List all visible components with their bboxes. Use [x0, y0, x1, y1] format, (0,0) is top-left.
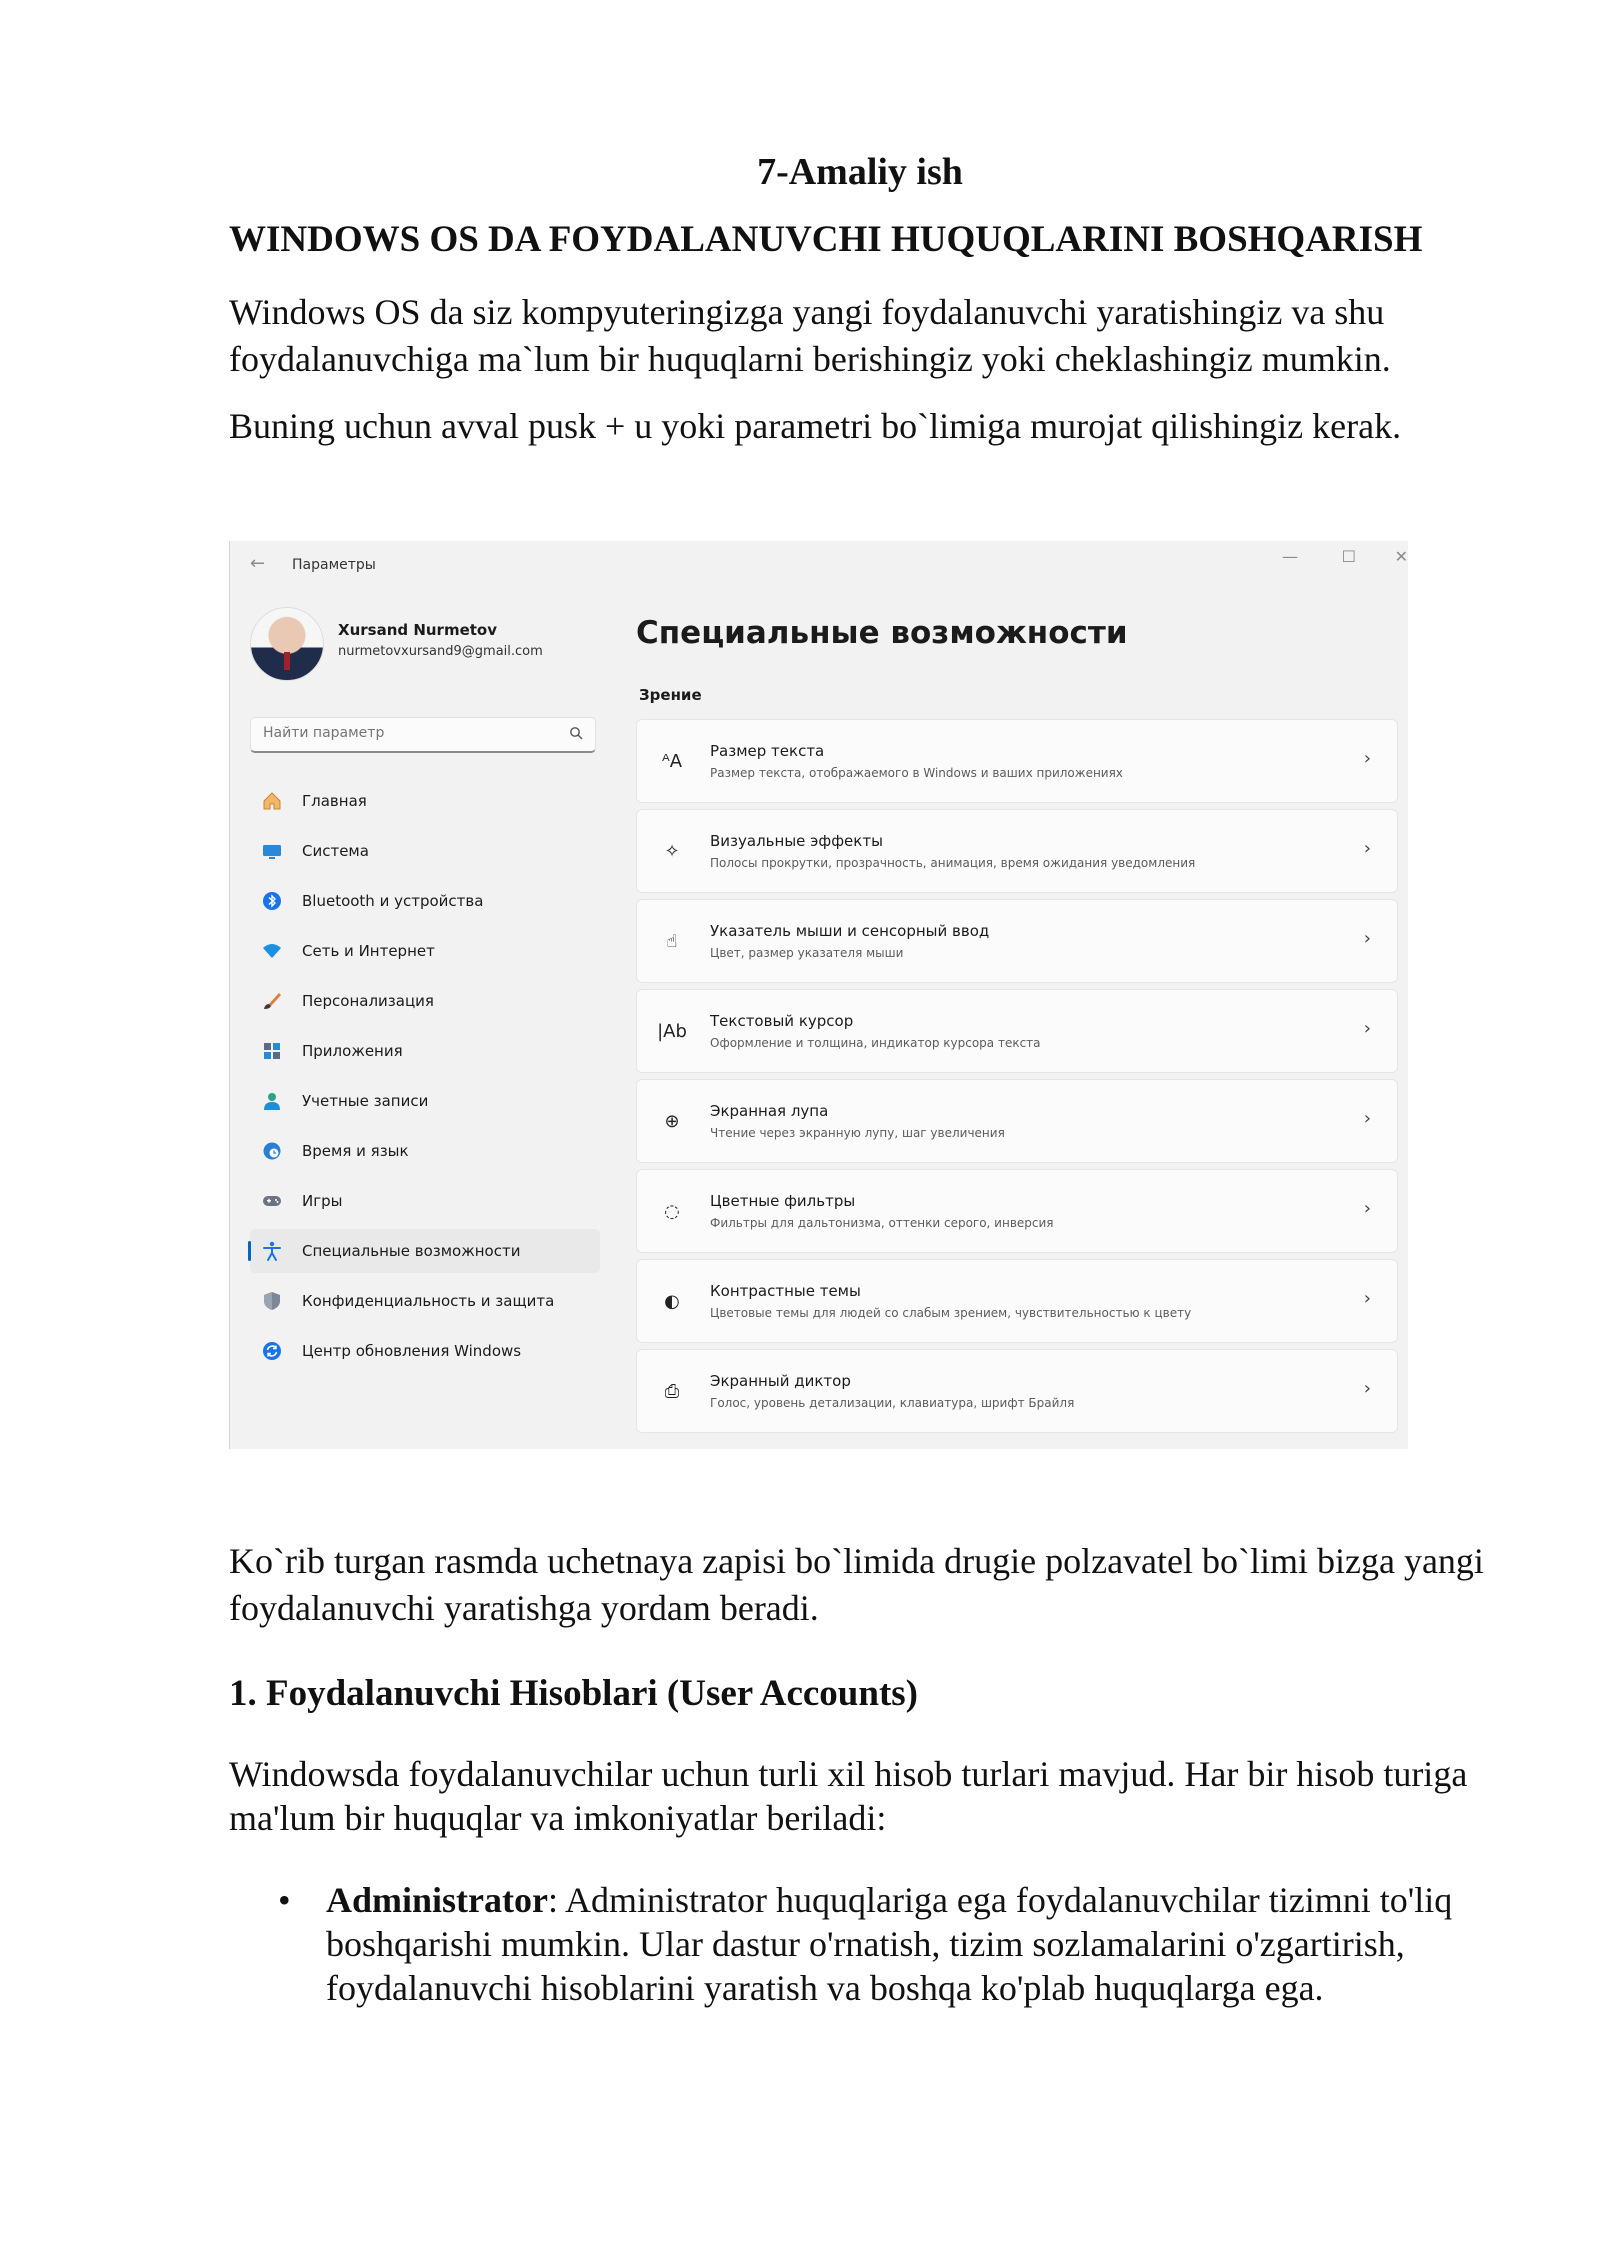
sidebar-item-12[interactable]: [250, 1329, 600, 1373]
settings-screenshot: [229, 541, 1408, 1449]
card-description: Чтение через экранную лупу, шаг увеличения: [710, 1126, 1005, 1140]
magnifier-icon: ⊕: [664, 1110, 680, 1132]
apps-icon: [260, 1039, 284, 1063]
card-description: Размер текста, отображаемого в Windows и ваших приложениях: [710, 766, 1123, 780]
chevron-right-icon: ›: [1363, 838, 1371, 859]
sidebar-item-label: Игры: [302, 1192, 343, 1210]
sidebar-item-label: Bluetooth и устройства: [302, 892, 484, 910]
search-input[interactable]: [263, 725, 553, 741]
search-icon[interactable]: [569, 726, 583, 740]
sidebar-item-8[interactable]: [250, 1129, 600, 1173]
settings-card-1[interactable]: [636, 719, 1398, 803]
settings-card-2[interactable]: [636, 809, 1398, 893]
globe-clock-icon: [260, 1139, 284, 1163]
text-size-icon: ᴬA: [661, 750, 683, 772]
sidebar-item-label: Центр обновления Windows: [302, 1342, 522, 1360]
search-box[interactable]: [250, 717, 596, 753]
card-title: Визуальные эффекты: [710, 832, 883, 850]
title-bar: [230, 541, 1408, 585]
shield-icon: [260, 1289, 284, 1313]
sidebar-item-11[interactable]: [250, 1279, 600, 1323]
sidebar-item-label: Время и язык: [302, 1142, 409, 1160]
sidebar-item-label: Система: [302, 842, 369, 860]
close-icon[interactable]: ✕: [1394, 547, 1408, 566]
section-label-vision: Зрение: [639, 686, 702, 704]
card-title: Цветные фильтры: [710, 1192, 856, 1210]
card-description: Оформление и толщина, индикатор курсора текста: [710, 1036, 1041, 1050]
card-description: Полосы прокрутки, прозрачность, анимация, время ожидания уведомления: [710, 856, 1196, 870]
home-icon: [260, 789, 284, 813]
maximize-icon[interactable]: ☐: [1341, 547, 1356, 566]
section-heading-user-accounts: 1. Foydalanuvchi Hisoblari (User Accounts): [229, 1673, 918, 1714]
sidebar-item-7[interactable]: [250, 1079, 600, 1123]
back-arrow-icon[interactable]: ←: [250, 553, 266, 574]
palette-icon: ◌: [664, 1200, 680, 1222]
bullet-marker: •: [278, 1880, 291, 1920]
chevron-right-icon: ›: [1363, 1288, 1371, 1309]
display-icon: [260, 839, 284, 863]
sidebar-item-label: Специальные возможности: [302, 1242, 521, 1260]
sparkle-icon: ✧: [664, 840, 680, 862]
sidebar-item-1[interactable]: [250, 779, 600, 823]
chevron-right-icon: ›: [1363, 1378, 1371, 1399]
sidebar-item-label: Персонализация: [302, 992, 434, 1010]
profile-email: nurmetovxursand9@gmail.com: [338, 644, 543, 659]
settings-card-4[interactable]: [636, 989, 1398, 1073]
sidebar-item-label: Главная: [302, 792, 367, 810]
sidebar-item-9[interactable]: [250, 1179, 600, 1223]
card-title: Экранный диктор: [710, 1372, 851, 1390]
page-title: Специальные возможности: [636, 615, 1128, 651]
bullet-term: Administrator: [326, 1880, 548, 1920]
sidebar-item-label: Сеть и Интернет: [302, 942, 435, 960]
sidebar-item-6[interactable]: [250, 1029, 600, 1073]
chevron-right-icon: ›: [1363, 1198, 1371, 1219]
sidebar-item-4[interactable]: [250, 929, 600, 973]
card-description: Фильтры для дальтонизма, оттенки серого, инверсия: [710, 1216, 1054, 1230]
sidebar-item-label: Учетные записи: [302, 1092, 429, 1110]
sidebar-item-3[interactable]: [250, 879, 600, 923]
sidebar-item-10[interactable]: [250, 1229, 600, 1273]
text-cursor-icon: |Ab: [657, 1020, 687, 1042]
intro-paragraph: Windows OS da siz kompyuteringizga yangi foydalanuvchi yaratishingiz va shu foydalanuvchiga ma`lum bir huquqlarni berishingiz yoki cheklashingiz mumkin.: [229, 292, 1391, 379]
settings-card-6[interactable]: [636, 1169, 1398, 1253]
sidebar-item-5[interactable]: [250, 979, 600, 1023]
card-title: Контрастные темы: [710, 1282, 861, 1300]
bluetooth-icon: [260, 889, 284, 913]
card-title: Экранная лупа: [710, 1102, 829, 1120]
narrator-icon: ⎙: [664, 1380, 680, 1402]
update-icon: [260, 1339, 284, 1363]
card-description: Цвет, размер указателя мыши: [710, 946, 904, 960]
gamepad-icon: [260, 1189, 284, 1213]
chevron-right-icon: ›: [1363, 1018, 1371, 1039]
chevron-right-icon: ›: [1363, 748, 1371, 769]
profile-name: Xursand Nurmetov: [338, 621, 498, 639]
chevron-right-icon: ›: [1363, 928, 1371, 949]
sidebar-item-label: Конфиденциальность и защита: [302, 1292, 555, 1310]
document-title: 7-Amaliy ish: [757, 151, 963, 193]
mouse-pointer-icon: ☝: [666, 930, 678, 952]
explanation-paragraph: Ko`rib turgan rasmda uchetnaya zapisi bo`limida drugie polzavatel bo`limi bizga yangi foydalanuvchi yaratishga yordam beradi.: [229, 1541, 1484, 1628]
avatar: [250, 607, 324, 681]
settings-card-7[interactable]: [636, 1259, 1398, 1343]
app-title: Параметры: [292, 557, 376, 573]
bullet-text: : Administrator huquqlariga ega foydalanuvchilar tizimni to'liq boshqarishi mumkin. Ular dastur o'rnatish, tizim sozlamalarini o'zgartirish, foydalanuvchi hisoblarini yaratish va boshqa ko'plab huquqlarga ega.: [326, 1880, 1453, 2008]
brush-icon: [260, 989, 284, 1013]
card-description: Голос, уровень детализации, клавиатура, шрифт Брайля: [710, 1396, 1075, 1410]
card-description: Цветовые темы для людей со слабым зрением, чувствительностью к цвету: [710, 1306, 1192, 1320]
sidebar-nav: [250, 779, 600, 1379]
card-title: Размер текста: [710, 742, 825, 760]
chevron-right-icon: ›: [1363, 1108, 1371, 1129]
card-title: Указатель мыши и сенсорный ввод: [710, 922, 990, 940]
account-types-list: [272, 1878, 1512, 2010]
person-icon: [260, 1089, 284, 1113]
sidebar-item-2[interactable]: [250, 829, 600, 873]
card-title: Текстовый курсор: [710, 1012, 854, 1030]
settings-card-5[interactable]: [636, 1079, 1398, 1163]
document-heading: WINDOWS OS DA FOYDALANUVCHI HUQUQLARINI BOSHQARISH: [229, 219, 1423, 260]
settings-card-8[interactable]: [636, 1349, 1398, 1433]
contrast-icon: ◐: [664, 1290, 680, 1312]
instruction-paragraph: Buning uchun avval pusk + u yoki parametri bo`limiga murojat qilishingiz kerak.: [229, 406, 1402, 446]
settings-cards: [636, 719, 1398, 1439]
accessibility-icon: [260, 1239, 284, 1263]
minimize-icon[interactable]: —: [1282, 547, 1298, 566]
wifi-icon: [260, 939, 284, 963]
sidebar-item-label: Приложения: [302, 1042, 403, 1060]
list-item: [272, 1878, 1512, 2010]
settings-card-3[interactable]: [636, 899, 1398, 983]
user-profile[interactable]: [250, 607, 580, 681]
account-types-paragraph: Windowsda foydalanuvchilar uchun turli xil hisob turlari mavjud. Har bir hisob turiga ma'lum bir huquqlar va imkoniyatlar beriladi:: [229, 1754, 1468, 1838]
